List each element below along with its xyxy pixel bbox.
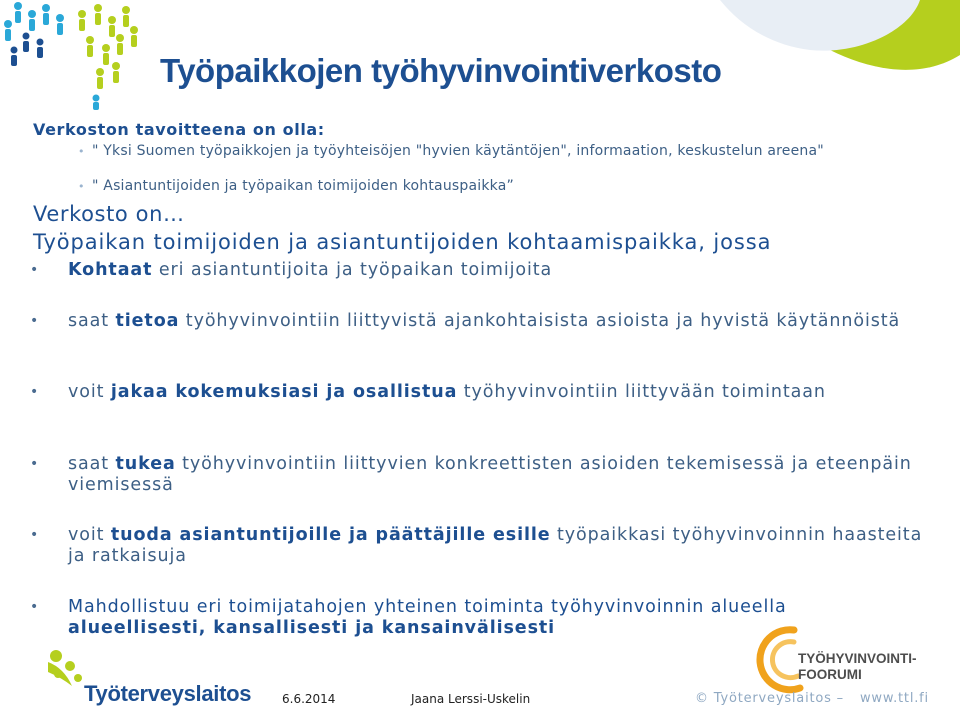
network-subheading: Työpaikan toimijoiden ja asiantuntijoiden kohtaamispaikka, jossa bbox=[33, 230, 772, 254]
people-network-logo bbox=[0, 0, 160, 110]
footer-copyright: © Työterveyslaitos – bbox=[695, 691, 844, 706]
network-list-item: • Kohtaat eri asiantuntijoita ja työpaikan toimijoita bbox=[68, 260, 928, 281]
banner-title: Työpaikkojen työhyvinvointiverkosto bbox=[160, 52, 722, 89]
network-list-item: • voit jakaa kokemuksiasi ja osallistua työhyvinvointiin liittyvään toimintaan bbox=[68, 382, 928, 403]
network-list-item: • voit tuoda asiantuntijoille ja päättäjille esille työpaikkasi työhyvinvoinnin haasteita ja ratkaisuja bbox=[68, 525, 928, 567]
goal-item: • " Asiantuntijoiden ja työpaikan toimijoiden kohtauspaikka” bbox=[92, 178, 912, 195]
foorumi-title-line1: TYÖHYVINVOINTI- bbox=[798, 651, 917, 666]
decorative-blob bbox=[720, 0, 960, 80]
highlight-text: tuoda asiantuntijoille ja päättäjille esille bbox=[110, 525, 551, 545]
organization-name: Työterveyslaitos bbox=[84, 681, 252, 706]
highlight-text: jakaa kokemuksiasi ja osallistua bbox=[110, 382, 458, 402]
foorumi-title-line2: FOORUMI bbox=[798, 667, 862, 682]
footer-url[interactable]: www.ttl.fi bbox=[860, 691, 929, 706]
highlight-text: tietoa bbox=[115, 311, 180, 331]
network-list-item: • saat tietoa työhyvinvointiin liittyvistä ajankohtaisista asioista ja hyvistä käytännöistä bbox=[68, 311, 928, 332]
footer-date: 6.6.2014 bbox=[282, 692, 336, 706]
network-list-item: • saat tukea työhyvinvointiin liittyvien konkreettisten asioiden tekemisessä ja eteenpäin viemisessä bbox=[68, 454, 928, 496]
network-heading: Verkosto on… bbox=[33, 202, 185, 226]
network-list-item: • Mahdollistuu eri toimijatahojen yhteinen toiminta työhyvinvoinnin alueella alueellisesti, kansallisesti ja kansainvälisesti bbox=[68, 597, 928, 639]
highlight-text: tukea bbox=[115, 454, 176, 474]
goal-item: • " Yksi Suomen työpaikkojen ja työyhteisöjen "hyvien käytäntöjen", informaation, keskustelun areena" bbox=[92, 143, 912, 160]
goals-heading: Verkoston tavoitteena on olla: bbox=[33, 120, 325, 139]
highlight-text: Kohtaat bbox=[68, 260, 153, 280]
footer-author: Jaana Lerssi-Uskelin bbox=[411, 692, 531, 706]
highlight-text: alueellisesti, kansallisesti ja kansainvälisesti bbox=[68, 618, 556, 638]
